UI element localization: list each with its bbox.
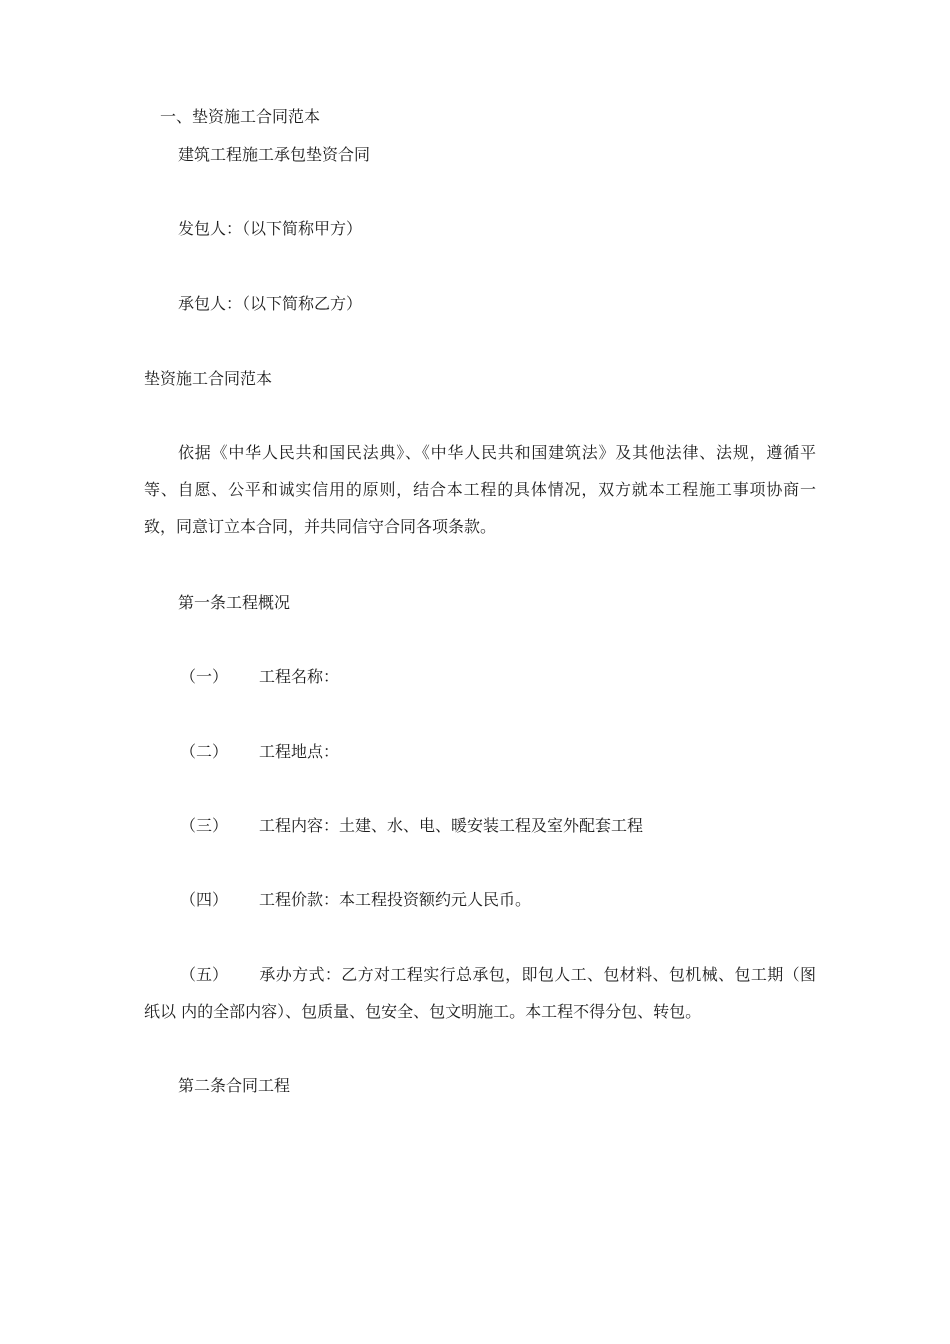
section-title: 垫资施工合同范本 — [144, 369, 273, 388]
item-number: （一） — [180, 667, 229, 686]
item-number: （五） — [180, 965, 229, 984]
article-1-title: 第一条工程概况 — [178, 593, 291, 612]
list-item — [180, 890, 531, 910]
item-text: 工程地点： — [259, 742, 340, 761]
item-text: 工程内容：土建、水、电、暖安装工程及室外配套工程 — [259, 816, 644, 835]
item-text: 承办方式：乙方对工程实行总承包，即包人工、包材料、包机械、包工期（图纸以 内的全部内容）、包质量、包安全、包文明施工。本工程不得分包、转包。 — [144, 965, 816, 1021]
document-heading: 一、垫资施工合同范本 — [160, 107, 321, 126]
item-text: 工程价款：本工程投资额约元人民币。 — [259, 890, 532, 909]
party-b-line: 承包人：（以下简称乙方） — [178, 294, 363, 313]
article-2-title: 第二条合同工程 — [178, 1076, 291, 1095]
party-a-line: 发包人：（以下简称甲方） — [178, 219, 363, 238]
list-item — [180, 742, 339, 762]
preamble-paragraph: 依据《中华人民共和国民法典》、《中华人民共和国建筑法》及其他法律、法规，遵循平 等、自愿、公平和诚实信用的原则，结合本工程的具体情况，双方就本工程施工事项协商一 致，同意订立本合同，并共同信守合同各项条款。 — [144, 443, 816, 536]
item-number: （四） — [180, 890, 229, 909]
list-item — [144, 956, 816, 1030]
item-text: 工程名称： — [259, 667, 340, 686]
contract-title: 建筑工程施工承包垫资合同 — [178, 145, 371, 164]
list-item — [180, 816, 643, 836]
list-item — [180, 667, 339, 687]
item-number: （三） — [180, 816, 229, 835]
item-number: （二） — [180, 742, 229, 761]
